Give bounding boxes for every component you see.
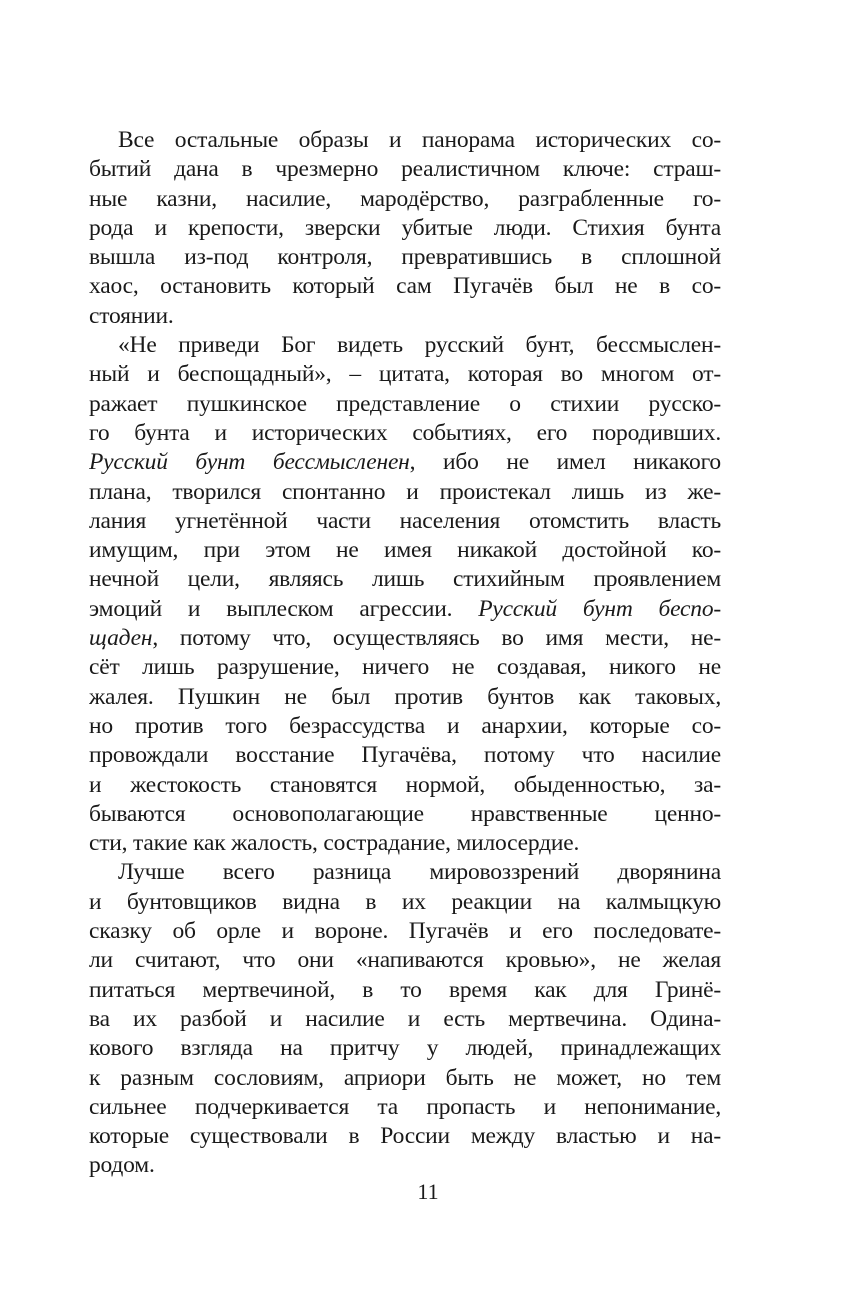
text-line	[89, 126, 721, 155]
italic-text: Русский бунт беспо-	[478, 595, 721, 622]
page-number: 11	[417, 1179, 439, 1204]
text-run: провождали восстание Пугачёва, потому что насилие	[89, 742, 721, 769]
text-run: «Не приведи Бог видеть русский бунт, бессмыслен-	[118, 332, 721, 359]
text-run: питаться мертвечиной, в то время как для Гринё-	[89, 976, 721, 1003]
text-line	[89, 1034, 721, 1063]
text-line	[89, 741, 721, 770]
text-run: вышла из-под контроля, превратившись в сплошной	[89, 244, 721, 271]
text-line	[89, 683, 721, 712]
text-run: но против того безрассудства и анархии, которые со-	[89, 712, 721, 739]
text-line	[89, 243, 721, 272]
text-line	[89, 331, 721, 360]
text-run: го бунта и исторических событиях, его породивших.	[89, 419, 721, 446]
text-line	[89, 595, 721, 624]
text-run: ли считают, что они «напиваются кровью», не желая	[89, 947, 721, 974]
text-run: бытий дана в чрезмерно реалистичном ключе: страш-	[89, 156, 721, 183]
italic-text: Русский бунт бессмысленен	[89, 449, 410, 476]
text-run: ные казни, насилие, мародёрство, разграбленные го-	[89, 185, 721, 212]
text-line	[89, 214, 721, 243]
text-line	[89, 917, 721, 946]
text-run: сёт лишь разрушение, ничего не создавая, никого не	[89, 654, 721, 681]
text-run: ражает пушкинское представление о стихии русско-	[89, 390, 721, 417]
text-line	[89, 858, 721, 887]
text-line	[89, 507, 721, 536]
text-run: сти, такие как жалость, сострадание, милосердие.	[89, 830, 580, 857]
text-run: и бунтовщиков видна в их реакции на калмыцкую	[89, 888, 721, 915]
text-run: ва их разбой и насилие и есть мертвечина. Одина-	[89, 1005, 721, 1032]
text-run: бываются основополагающие нравственные ценно-	[89, 800, 721, 827]
text-line	[89, 1005, 721, 1034]
text-line	[89, 155, 721, 184]
text-run: Все остальные образы и панорама исторических со-	[118, 127, 721, 153]
text-line	[89, 448, 721, 477]
text-line	[89, 800, 721, 829]
italic-text: щаден	[89, 625, 153, 652]
text-line	[89, 185, 721, 214]
text-run: хаос, остановить который сам Пугачёв был не в со-	[89, 273, 721, 300]
text-line	[89, 1093, 721, 1122]
text-run: кового взгляда на притчу у людей, принадлежащих	[89, 1035, 721, 1062]
text-line	[89, 888, 721, 917]
text-run: , потому что, осуществляясь во имя мести, не-	[152, 625, 721, 652]
text-run: которые существовали в России между властью и на-	[89, 1123, 721, 1150]
text-line	[89, 946, 721, 975]
text-run: стоянии.	[89, 302, 174, 329]
text-line	[89, 653, 721, 682]
text-line	[89, 1064, 721, 1093]
text-run: родом.	[89, 1152, 155, 1179]
text-line	[89, 624, 721, 653]
text-run: рода и крепости, зверски убитые люди. Стихия бунта	[89, 214, 721, 241]
text-run: и жестокость становятся нормой, обыденностью, за-	[89, 771, 721, 798]
body-text	[89, 126, 721, 1181]
text-run: лания угнетённой части населения отомстить власть	[89, 507, 721, 534]
text-line	[89, 419, 721, 448]
text-run: сказку об орле и вороне. Пугачёв и его последовате-	[89, 918, 721, 945]
text-run: ный и беспощадный», – цитата, которая во многом от-	[89, 361, 721, 388]
text-run: эмоций и выплеском агрессии.	[89, 595, 479, 622]
text-line	[89, 536, 721, 565]
text-line	[89, 302, 721, 331]
paragraph	[89, 126, 721, 331]
text-line	[89, 771, 721, 800]
text-run: к разным сословиям, априори быть не может, но тем	[89, 1064, 721, 1091]
text-line	[89, 565, 721, 594]
paragraph	[89, 331, 721, 858]
text-line	[89, 390, 721, 419]
text-run: , ибо не имел никакого	[409, 449, 721, 476]
text-line	[89, 272, 721, 301]
text-run: Лучше всего разница мировоззрений дворянина	[118, 859, 721, 886]
text-line	[89, 1151, 721, 1180]
text-line	[89, 360, 721, 389]
text-run: сильнее подчеркивается та пропасть и непонимание,	[89, 1093, 721, 1120]
text-line	[89, 478, 721, 507]
text-run: имущим, при этом не имея никакой достойной ко-	[89, 537, 721, 564]
text-run: жалея. Пушкин не был против бунтов как таковых,	[89, 683, 721, 710]
text-run: плана, творился спонтанно и проистекал лишь из же-	[89, 478, 721, 505]
text-line	[89, 829, 721, 858]
paragraph	[89, 858, 721, 1180]
text-line	[89, 712, 721, 741]
text-line	[89, 976, 721, 1005]
text-run: нечной цели, являясь лишь стихийным проявлением	[89, 566, 721, 593]
text-line	[89, 1122, 721, 1151]
